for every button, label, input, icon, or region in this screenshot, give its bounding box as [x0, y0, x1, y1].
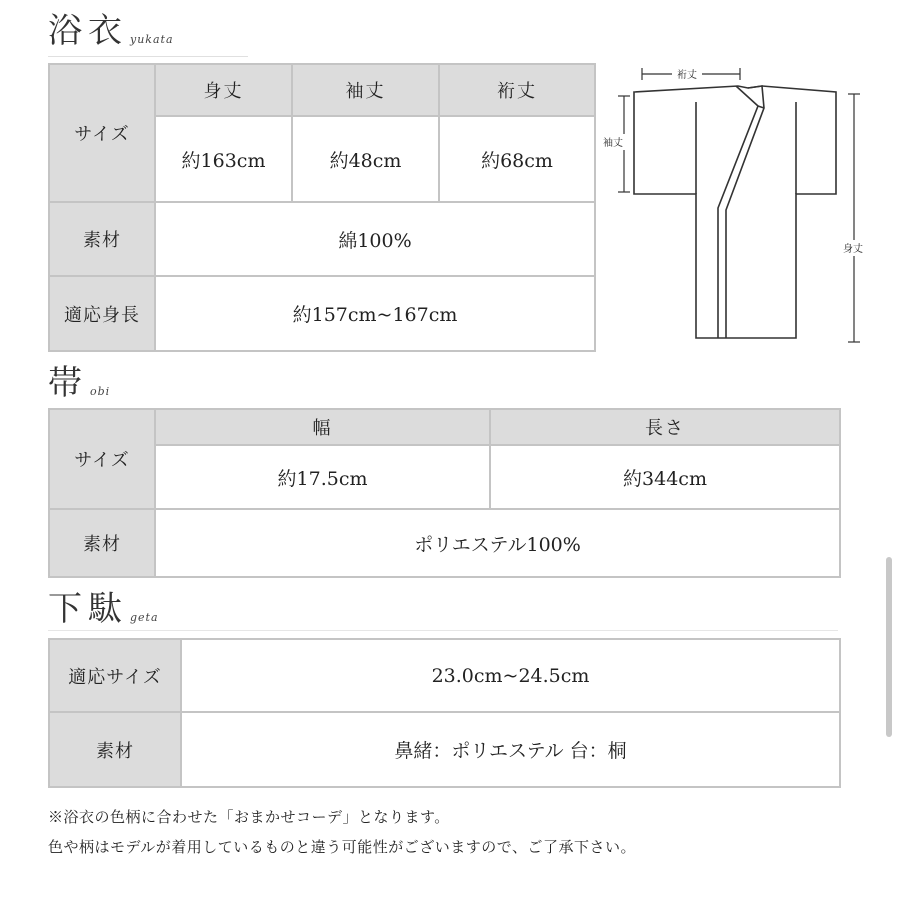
geta-title: 下駄	[48, 589, 128, 629]
yukata-val-sode: 約48cm	[292, 116, 439, 202]
obi-material-label: 素材	[49, 509, 155, 577]
yukata-heading	[48, 11, 174, 51]
yukata-outline	[634, 86, 836, 338]
geta-size-label: 適応サイズ	[49, 639, 181, 712]
yukata-val-yuki: 約68cm	[439, 116, 595, 202]
diagram-label-yuki: 裄丈	[677, 70, 697, 81]
obi-size-label: サイズ	[49, 409, 155, 509]
geta-title-en: geta	[130, 611, 159, 624]
yukata-col-yuki: 裄丈	[439, 64, 595, 116]
obi-title-en: obi	[90, 385, 111, 398]
geta-heading	[48, 589, 159, 629]
yukata-col-mitake: 身丈	[155, 64, 292, 116]
yukata-title-en: yukata	[130, 33, 174, 46]
yukata-material-label: 素材	[49, 202, 155, 276]
obi-col-length: 長さ	[490, 409, 840, 445]
yukata-heading-rule	[48, 56, 248, 57]
geta-material-label: 素材	[49, 712, 181, 787]
yukata-measurement-diagram	[598, 62, 870, 352]
yukata-title: 浴衣	[48, 11, 128, 51]
yukata-col-sode: 袖丈	[292, 64, 439, 116]
obi-val-width: 約17.5cm	[155, 445, 490, 509]
obi-title: 帯	[48, 363, 88, 403]
obi-spec-table	[48, 408, 841, 578]
mitake-arrow	[848, 94, 860, 342]
note-line-1: ※浴衣の色柄に合わせた「おまかせコーデ」となります。	[48, 808, 450, 826]
yukata-height-label: 適応身長	[49, 276, 155, 351]
geta-heading-rule	[48, 630, 838, 631]
obi-material-value: ポリエステル100%	[155, 509, 840, 577]
obi-col-width: 幅	[155, 409, 490, 445]
yukata-spec-table	[48, 63, 596, 352]
geta-size-value: 23.0cm~24.5cm	[181, 639, 840, 712]
note-line-2: 色や柄はモデルが着用しているものと違う可能性がございますので、ご了承下さい。	[48, 838, 636, 856]
yukata-val-mitake: 約163cm	[155, 116, 292, 202]
geta-spec-table	[48, 638, 841, 788]
obi-heading	[48, 363, 111, 403]
geta-material-value: 鼻緒：ポリエステル 台：桐	[181, 712, 840, 787]
diagram-label-mitake: 身丈	[843, 244, 863, 255]
diagram-label-sode: 袖丈	[603, 138, 623, 149]
yukata-height-value: 約157cm~167cm	[155, 276, 595, 351]
obi-val-length: 約344cm	[490, 445, 840, 509]
yukata-size-label: サイズ	[49, 64, 155, 202]
page-scrollbar[interactable]	[886, 557, 892, 737]
yukata-material-value: 綿100%	[155, 202, 595, 276]
